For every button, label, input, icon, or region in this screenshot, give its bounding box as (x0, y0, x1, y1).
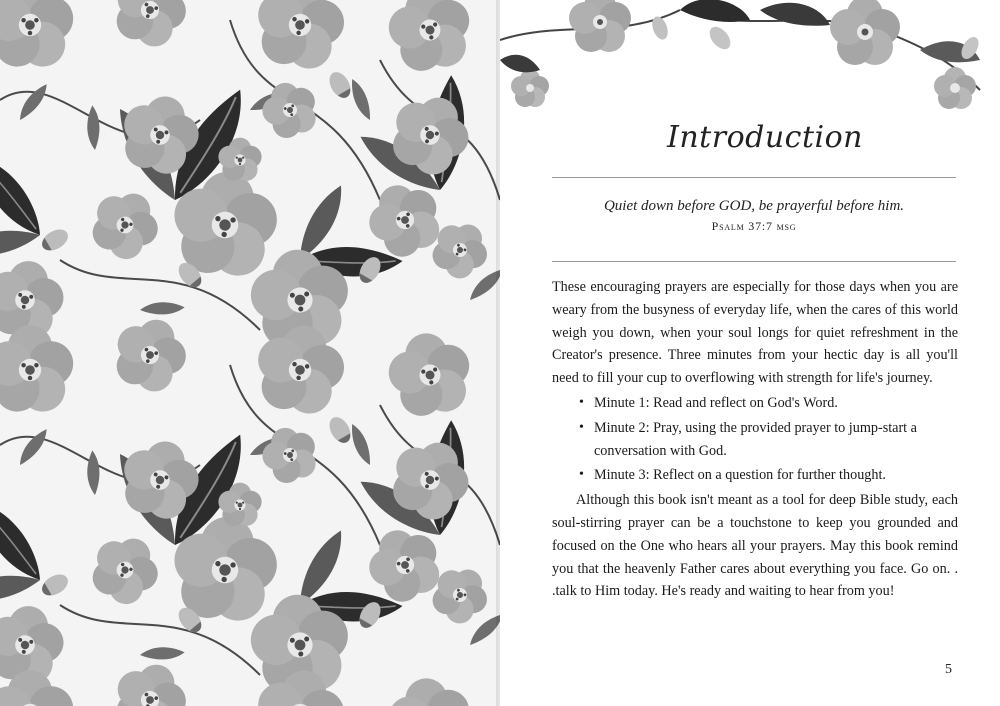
list-item-text: Minute 3: Reflect on a question for further thought. (594, 467, 886, 484)
right-page (500, 0, 1000, 706)
bullet-icon: • (579, 394, 584, 410)
intro-paragraph: These encouraging prayers are especially for those days when you are weary from the busyness of everyday life, when the cares of this world weigh you down, when your soul longs for quiet refreshment in the Creator's presence. Three minutes from your hectic day is all you'll need to fill your cup to overflowing with strength for life's journey. (552, 279, 958, 387)
epigraph-reference: Psalm 37:7 msg (711, 219, 797, 233)
epigraph-verse: Quiet down before GOD, be prayerful before him. (603, 198, 905, 214)
list-item (552, 417, 958, 463)
floral-corner-illustration (500, 0, 1000, 130)
divider-bottom (552, 261, 956, 262)
closing-paragraph: Although this book isn't meant as a tool for deep Bible study, each soul-stirring prayer can be a touchstone to keep you grounded and focused on the One who hears all your prayers. May this book remind you that the heavenly Father cares about everything you face. Go on. . .talk to Him today. He's ready and waiting to hear from you! (552, 492, 958, 600)
bullet-icon: • (579, 419, 584, 435)
page-number: 5 (945, 662, 952, 677)
list-item (552, 392, 958, 415)
minutes-list (552, 392, 958, 487)
list-item (552, 464, 958, 487)
epigraph (552, 198, 956, 234)
divider-top (552, 177, 956, 178)
list-item-text: Minute 1: Read and reflect on God's Word. (594, 394, 838, 411)
list-item-text: Minute 2: Pray, using the provided prayer to jump-start a conversation with God. (594, 419, 917, 459)
body-text (552, 276, 958, 603)
page-title: Introduction (667, 120, 863, 155)
bullet-icon: • (579, 467, 584, 483)
